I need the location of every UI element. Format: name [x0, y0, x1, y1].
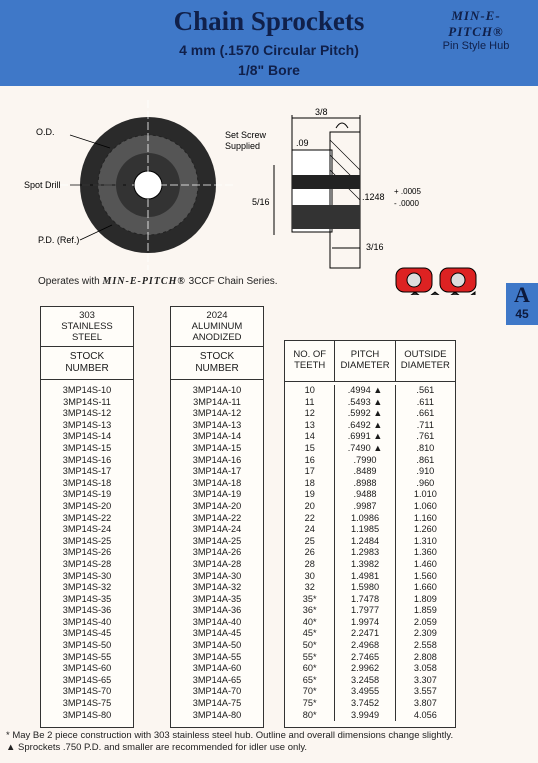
stock-number: 3MP14A-45: [192, 628, 242, 639]
stock-number: 3MP14S-17: [62, 466, 112, 477]
stock-number: 3MP14S-32: [62, 582, 112, 593]
pitch-diameter-value: 3.7452: [351, 698, 380, 709]
material-name: STAINLESS: [61, 321, 113, 332]
pitch-header-line1: PITCH: [350, 349, 380, 360]
stock-number: 3MP14A-10: [192, 385, 242, 395]
outside-diameter-value: .761: [416, 431, 435, 442]
pitch-diameter-value: 1.4981: [351, 570, 380, 581]
teeth-value: 75*: [302, 698, 317, 709]
footnotes: [6, 730, 453, 754]
teeth-value: 14: [304, 431, 315, 442]
pitch-diameter-value: .9987: [353, 500, 377, 511]
pitch-diameter-value: 2.4968: [351, 640, 380, 651]
teeth-value: 20: [304, 500, 315, 511]
stock-number: 3MP14A-22: [192, 512, 242, 523]
stock-number: 3MP14S-55: [62, 651, 112, 662]
stock-number: 3MP14A-75: [192, 698, 242, 709]
stock-number: 3MP14S-12: [62, 408, 112, 419]
dim-3-16: 3/16: [366, 242, 384, 252]
teeth-value: 30: [304, 570, 315, 581]
teeth-value: 45*: [302, 628, 317, 639]
stainless-stock-header: [41, 347, 133, 380]
outside-diameter-value: 1.560: [413, 570, 437, 581]
stock-number: 3MP14A-19: [192, 489, 242, 500]
stock-number: 3MP14S-14: [62, 431, 112, 442]
stock-number: 3MP14S-13: [62, 419, 112, 430]
operates-logo: MIN-E-PITCH®: [102, 276, 186, 287]
outside-diameter-value: 2.808: [413, 651, 437, 662]
teeth-value: 65*: [302, 674, 317, 685]
operates-suffix: 3CCF Chain Series.: [188, 276, 278, 287]
pitch-diameter-value: 2.7465: [351, 651, 380, 662]
teeth-value: 19: [304, 489, 315, 500]
teeth-value: 40*: [302, 616, 317, 627]
stock-number: 3MP14A-15: [192, 442, 242, 453]
pitch-diameter-value: 1.0986: [351, 512, 380, 523]
stainless-table: [40, 306, 134, 728]
teeth-value: 11: [304, 396, 315, 407]
footnote-two-piece: * May Be 2 piece construction with 303 stainless steel hub. Outline and overall dimensions change slightly.: [6, 730, 454, 741]
teeth-value: 55*: [302, 651, 317, 662]
stock-number: 3MP14A-24: [192, 524, 242, 535]
teeth-value: 16: [304, 454, 315, 465]
outside-diameter-value: 1.060: [413, 500, 437, 511]
teeth-value: 24: [304, 524, 315, 535]
pitch-diameter-value: .6492 ▲: [347, 419, 383, 430]
stock-label: STOCK: [69, 351, 105, 362]
sprocket-front-view: [60, 100, 236, 270]
stock-number: 3MP14A-14: [192, 431, 242, 442]
section-tab: [506, 283, 538, 325]
stock-number: 3MP14S-18: [62, 477, 112, 488]
pitch-diameter-value: .5493 ▲: [347, 396, 383, 407]
stock-number: 3MP14A-12: [192, 408, 242, 419]
teeth-value: 15: [304, 442, 315, 453]
outside-diameter-value: .810: [416, 442, 435, 453]
stock-number: 3MP14S-75: [62, 698, 112, 709]
stock-number: 3MP14A-70: [192, 686, 242, 697]
pitch-diameter-value: .5992 ▲: [347, 408, 383, 419]
outside-diameter-value: 1.310: [413, 535, 437, 546]
outside-diameter-value: 1.260: [413, 524, 437, 535]
operates-prefix: Operates with: [38, 276, 100, 287]
teeth-value: 12: [304, 408, 315, 419]
tolerance-minus: - .0000: [394, 199, 419, 208]
spot-drill-label: Spot Drill: [24, 180, 61, 190]
outside-header-line1: OUTSIDE: [404, 349, 447, 360]
outside-diameter-value: 2.309: [413, 628, 437, 639]
section-letter: A: [514, 282, 530, 307]
teeth-value: 10: [304, 385, 315, 395]
stock-number: 3MP14A-13: [192, 419, 242, 430]
stock-number: 3MP14A-32: [192, 582, 242, 593]
stock-number: 3MP14A-55: [192, 651, 242, 662]
stock-number: 3MP14A-11: [193, 396, 241, 407]
number-label: NUMBER: [195, 363, 239, 374]
page-number: 45: [515, 307, 529, 321]
outside-diameter-value: 1.160: [413, 512, 437, 523]
outside-diameter-value: .561: [416, 385, 435, 395]
teeth-value: 26: [304, 547, 315, 558]
stainless-list: [41, 385, 133, 721]
stock-number: 3MP14A-80: [192, 709, 242, 720]
teeth-value: 35*: [302, 593, 317, 604]
stock-number: 3MP14A-16: [192, 454, 242, 465]
stock-number: 3MP14S-50: [62, 640, 112, 651]
outside-diameter-value: 1.809: [413, 593, 437, 604]
teeth-value: 60*: [302, 663, 317, 674]
stock-number: 3MP14S-20: [62, 500, 112, 511]
pitch-header-line2: DIAMETER: [340, 360, 390, 371]
teeth-header-line2: TEETH: [294, 360, 326, 371]
pitch-diameter-value: 1.9974: [351, 616, 380, 627]
aluminum-table: [170, 306, 264, 728]
od-label: O.D.: [36, 127, 55, 137]
stock-number: 3MP14A-35: [192, 593, 242, 604]
stock-number: 3MP14A-28: [192, 558, 242, 569]
outside-diameter-value: .960: [416, 477, 435, 488]
pitch-diameter-value: .8988: [353, 477, 377, 488]
teeth-header-line1: NO. OF: [293, 349, 327, 360]
pitch-diameter-value: 1.7977: [351, 605, 380, 616]
stock-number: 3MP14A-40: [192, 616, 242, 627]
pitch-diameter-value: .4994 ▲: [347, 385, 383, 395]
teeth-value: 70*: [302, 686, 317, 697]
operates-with-note: [38, 276, 278, 287]
pitch-subtitle: 4 mm (.1570 Circular Pitch): [179, 42, 359, 58]
brand-logo: [428, 8, 524, 52]
pitch-header: [335, 341, 395, 381]
outside-diameter-value: 4.056: [413, 709, 437, 720]
material-type: STEEL: [71, 332, 103, 343]
pitch-diameter-value: 1.7478: [351, 593, 380, 604]
teeth-value: 32: [304, 582, 315, 593]
stock-number: 3MP14S-26: [62, 547, 112, 558]
teeth-value: 28: [304, 558, 315, 569]
pitch-diameter-value: .7490 ▲: [347, 442, 383, 453]
stock-number: 3MP14S-40: [62, 616, 112, 627]
logo-subtitle: Pin Style Hub: [442, 40, 510, 52]
stock-number: 3MP14S-25: [62, 535, 112, 546]
tolerance-plus: + .0005: [394, 187, 421, 196]
stock-number: 3MP14S-10: [62, 385, 112, 395]
outside-diameter-value: 3.557: [413, 686, 437, 697]
stock-number: 3MP14A-25: [192, 535, 242, 546]
stock-number: 3MP14S-60: [62, 663, 112, 674]
pitch-diameter-value: 1.2484: [351, 535, 380, 546]
stock-number: 3MP14S-22: [62, 512, 112, 523]
set-screw-label: Set Screw: [225, 130, 267, 140]
teeth-value: 18: [304, 477, 315, 488]
stock-number: 3MP14A-50: [192, 640, 242, 651]
teeth-column: [285, 385, 335, 721]
dim-09: .09: [296, 138, 309, 148]
chain-illustration: [396, 268, 476, 295]
dimensions-header: [285, 341, 455, 382]
stock-number: 3MP14A-26: [192, 547, 242, 558]
stock-number: 3MP14S-30: [62, 570, 112, 581]
pitch-diameter-value: .9488: [353, 489, 377, 500]
dimensions-table: [284, 340, 456, 728]
stock-number: 3MP14A-60: [192, 663, 242, 674]
header-banner: [0, 0, 538, 86]
teeth-value: 50*: [302, 640, 317, 651]
stock-number: 3MP14S-45: [62, 628, 112, 639]
teeth-value: 17: [304, 466, 315, 477]
stock-number: 3MP14S-19: [62, 489, 112, 500]
outside-diameter-value: 2.059: [413, 616, 437, 627]
stock-number: 3MP14S-15: [62, 442, 112, 453]
aluminum-list: [171, 385, 263, 721]
dim-3-8: 3/8: [315, 107, 328, 117]
stock-number: 3MP14S-80: [62, 709, 112, 720]
material-grade: 2024: [206, 310, 228, 321]
outside-diameter-value: 3.058: [413, 663, 437, 674]
pitch-diameter-value: 3.2458: [351, 674, 380, 685]
footnote-idler: ▲ Sprockets .750 P.D. and smaller are recommended for idler use only.: [6, 742, 308, 753]
sprocket-diagram: [0, 95, 538, 295]
logo-text: MIN-E-PITCH®: [448, 8, 504, 39]
outside-diameter-value: 1.660: [413, 582, 437, 593]
stock-number: 3MP14S-11: [63, 396, 111, 407]
stock-number: 3MP14A-36: [192, 605, 242, 616]
bore-dim: .1248: [362, 192, 385, 202]
outside-diameter-value: 1.360: [413, 547, 437, 558]
pitch-diameter-value: 2.2471: [351, 628, 380, 639]
pd-label: P.D. (Ref.): [38, 235, 80, 245]
outside-diameter-value: 1.859: [413, 605, 437, 616]
outside-diameter-value: 3.307: [413, 674, 437, 685]
pitch-diameter-value: 1.2983: [351, 547, 380, 558]
bore-subtitle: 1/8" Bore: [238, 62, 300, 78]
outside-header: [396, 341, 455, 381]
pitch-column: [335, 385, 395, 721]
number-label: NUMBER: [65, 363, 109, 374]
outside-diameter-value: .661: [416, 408, 435, 419]
stock-number: 3MP14A-20: [192, 500, 242, 511]
stock-number: 3MP14S-70: [62, 686, 112, 697]
outside-diameter-value: 3.807: [413, 698, 437, 709]
material-type: ANODIZED: [192, 332, 242, 343]
material-grade: 303: [79, 310, 95, 321]
outside-diameter-value: .611: [416, 396, 434, 407]
teeth-value: 25: [304, 535, 315, 546]
pitch-diameter-value: 3.9949: [351, 709, 380, 720]
stock-number: 3MP14A-65: [192, 674, 242, 685]
stock-number: 3MP14S-65: [62, 674, 112, 685]
teeth-value: 22: [304, 512, 315, 523]
stock-number: 3MP14S-24: [62, 524, 112, 535]
pitch-diameter-value: 1.3982: [351, 558, 380, 569]
stock-number: 3MP14S-35: [62, 593, 112, 604]
outside-diameter-value: .711: [416, 419, 434, 430]
teeth-value: 36*: [302, 605, 317, 616]
outside-diameter-value: 1.460: [413, 558, 437, 569]
outside-diameter-value: .861: [416, 454, 435, 465]
pitch-diameter-value: 1.5980: [351, 582, 380, 593]
supplied-label: Supplied: [225, 141, 261, 151]
sprocket-side-view: [274, 115, 360, 268]
aluminum-stock-header: [171, 347, 263, 380]
stock-number: 3MP14A-18: [192, 477, 242, 488]
outside-header-line2: DIAMETER: [400, 360, 450, 371]
pitch-diameter-value: .7990: [353, 454, 377, 465]
outside-diameter-value: .910: [416, 466, 435, 477]
teeth-value: 80*: [302, 709, 317, 720]
outside-diameter-value: 1.010: [413, 489, 437, 500]
stock-label: STOCK: [199, 351, 235, 362]
stock-number: 3MP14A-17: [192, 466, 242, 477]
stock-number: 3MP14S-16: [62, 454, 112, 465]
stock-number: 3MP14S-28: [62, 558, 112, 569]
stock-number: 3MP14A-30: [192, 570, 242, 581]
aluminum-material-header: [171, 307, 263, 347]
dimensions-body: [285, 385, 455, 721]
pitch-diameter-value: 2.9962: [351, 663, 380, 674]
outside-column: [396, 385, 455, 721]
page-title: Chain Sprockets: [173, 6, 365, 36]
outside-diameter-value: 2.558: [413, 640, 437, 651]
teeth-value: 13: [304, 419, 315, 430]
stock-number: 3MP14S-36: [62, 605, 112, 616]
stainless-material-header: [41, 307, 133, 347]
pitch-diameter-value: 1.1985: [351, 524, 380, 535]
material-name: ALUMINUM: [191, 321, 243, 332]
pitch-diameter-value: 3.4955: [351, 686, 380, 697]
teeth-header: [285, 341, 335, 381]
dim-5-16: 5/16: [252, 197, 270, 207]
pitch-diameter-value: .8489: [353, 466, 377, 477]
pitch-diameter-value: .6991 ▲: [347, 431, 383, 442]
